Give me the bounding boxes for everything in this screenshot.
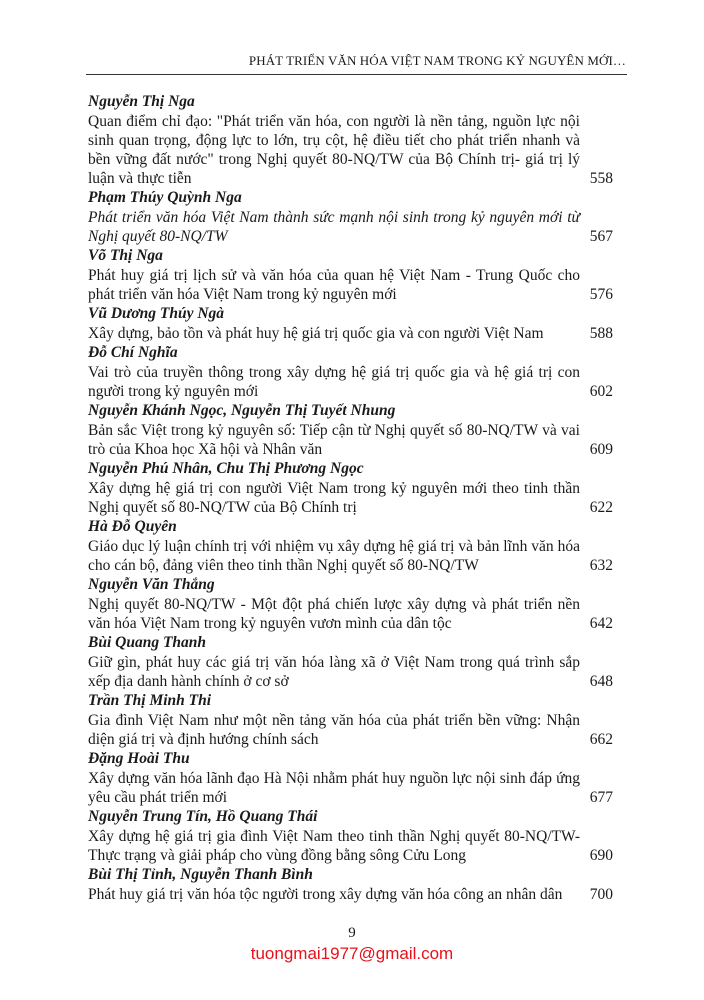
entry-row [88, 479, 613, 517]
entry-page-number: 632 [589, 557, 613, 574]
entry-author: Võ Thị Nga [88, 247, 163, 264]
table-of-contents [88, 92, 613, 904]
entry-author: Trần Thị Minh Thi [88, 692, 212, 709]
entry-row [88, 208, 613, 246]
entry-page-number: 642 [589, 615, 613, 632]
entry-page-number: 602 [589, 383, 613, 400]
entry-page-number: 662 [589, 731, 613, 748]
header-rule [86, 74, 627, 75]
entry-author: Nguyễn Trung Tín, Hồ Quang Thái [88, 808, 318, 825]
page-number: 9 [348, 925, 356, 941]
entry-page-number: 558 [589, 170, 613, 187]
entry-author: Nguyễn Văn Thắng [88, 576, 215, 593]
entry-row [88, 112, 613, 188]
toc-entry [88, 401, 613, 459]
entry-author: Đỗ Chí Nghĩa [88, 344, 178, 361]
entry-page-number: 609 [589, 441, 613, 458]
entry-row [88, 421, 613, 459]
entry-title: Giáo dục lý luận chính trị với nhiệm vụ xây dựng hệ giá trị và bản lĩnh văn hóa cho cán bộ, đảng viên theo tinh thần Nghị quyết số 80-NQ/TW [88, 538, 580, 574]
toc-entry [88, 343, 613, 401]
entry-row [88, 885, 613, 904]
toc-entry [88, 749, 613, 807]
entry-row [88, 266, 613, 304]
toc-entry [88, 865, 613, 904]
entry-row [88, 827, 613, 865]
entry-title: Nghị quyết 80-NQ/TW - Một đột phá chiến lược xây dựng và phát triển nền văn hóa Việt Nam trong kỷ nguyên vươn mình của dân tộc [88, 596, 580, 632]
entry-title: Giữ gìn, phát huy các giá trị văn hóa làng xã ở Việt Nam trong quá trình sắp xếp địa danh hành chính ở cơ sở [88, 654, 580, 690]
entry-page-number: 576 [589, 286, 613, 303]
entry-title: Xây dựng, bảo tồn và phát huy hệ giá trị quốc gia và con người Việt Nam [88, 325, 544, 342]
entry-page-number: 700 [589, 886, 613, 903]
entry-page-number: 648 [589, 673, 613, 690]
toc-entry [88, 633, 613, 691]
entry-row [88, 537, 613, 575]
entry-title: Vai trò của truyền thông trong xây dựng hệ giá trị quốc gia và hệ giá trị con người trong kỷ nguyên mới [88, 364, 580, 400]
toc-entry [88, 92, 613, 188]
entry-title: Bản sắc Việt trong kỷ nguyên số: Tiếp cận từ Nghị quyết số 80-NQ/TW và vai trò của Khoa học Xã hội và Nhân văn [88, 422, 580, 458]
entry-author: Nguyễn Phú Nhân, Chu Thị Phương Ngọc [88, 460, 364, 477]
toc-entry [88, 459, 613, 517]
toc-entry [88, 246, 613, 304]
entry-row [88, 653, 613, 691]
entry-author: Nguyễn Khánh Ngọc, Nguyễn Thị Tuyết Nhung [88, 402, 396, 419]
entry-row [88, 769, 613, 807]
toc-entry [88, 188, 613, 246]
entry-title: Xây dựng hệ giá trị gia đình Việt Nam theo tinh thần Nghị quyết 80-NQ/TW- Thực trạng và giải pháp cho vùng đồng bằng sông Cửu Long [88, 828, 580, 864]
entry-author: Vũ Dương Thúy Ngà [88, 305, 225, 322]
entry-page-number: 622 [589, 499, 613, 516]
toc-entry [88, 691, 613, 749]
entry-title: Gia đình Việt Nam như một nền tảng văn hóa của phát triển bền vững: Nhận diện giá trị và định hướng chính sách [88, 712, 580, 748]
entry-author: Nguyễn Thị Nga [88, 93, 195, 110]
footer-email: tuongmai1977@gmail.com [250, 944, 454, 963]
entry-page-number: 567 [589, 228, 613, 245]
toc-entry [88, 517, 613, 575]
entry-row [88, 595, 613, 633]
entry-page-number: 677 [589, 789, 613, 806]
entry-row [88, 324, 613, 343]
entry-title: Phát huy giá trị lịch sử và văn hóa của quan hệ Việt Nam - Trung Quốc cho phát triển văn hóa Việt Nam trong kỷ nguyên mới [88, 267, 580, 303]
running-header: PHÁT TRIỂN VĂN HÓA VIỆT NAM TRONG KỶ NGUYÊN MỚI… [248, 53, 626, 68]
entry-author: Hà Đỗ Quyên [88, 518, 177, 535]
toc-entry [88, 575, 613, 633]
entry-title: Phát huy giá trị văn hóa tộc người trong xây dựng văn hóa công an nhân dân [88, 886, 563, 903]
entry-title: Xây dựng hệ giá trị con người Việt Nam trong kỷ nguyên mới theo tinh thần Nghị quyết số 80-NQ/TW của Bộ Chính trị [88, 480, 580, 516]
entry-title: Xây dựng văn hóa lãnh đạo Hà Nội nhằm phát huy nguồn lực nội sinh đáp ứng yêu cầu phát triển mới [88, 770, 580, 806]
toc-entry [88, 304, 613, 343]
entry-author: Đặng Hoài Thu [88, 750, 190, 767]
entry-author: Phạm Thúy Quỳnh Nga [88, 189, 242, 206]
entry-row [88, 363, 613, 401]
entry-author: Bùi Thị Tỉnh, Nguyễn Thanh Bình [88, 866, 313, 883]
entry-row [88, 711, 613, 749]
entry-page-number: 690 [589, 847, 613, 864]
entry-title: Quan điểm chỉ đạo: "Phát triển văn hóa, con người là nền tảng, nguồn lực nội sinh quan trọng, động lực to lớn, trụ cột, hệ điều tiết cho phát triển nhanh và bền vững đất nước" trong Nghị quyết 80-NQ/TW của Bộ Chính trị- giá trị lý luận và thực tiễn [88, 113, 580, 187]
toc-entry [88, 807, 613, 865]
entry-page-number: 588 [589, 325, 613, 342]
entry-author: Bùi Quang Thanh [88, 634, 207, 651]
entry-title: Phát triển văn hóa Việt Nam thành sức mạnh nội sinh trong kỷ nguyên mới từ Nghị quyết 80-NQ/TW [88, 209, 580, 245]
